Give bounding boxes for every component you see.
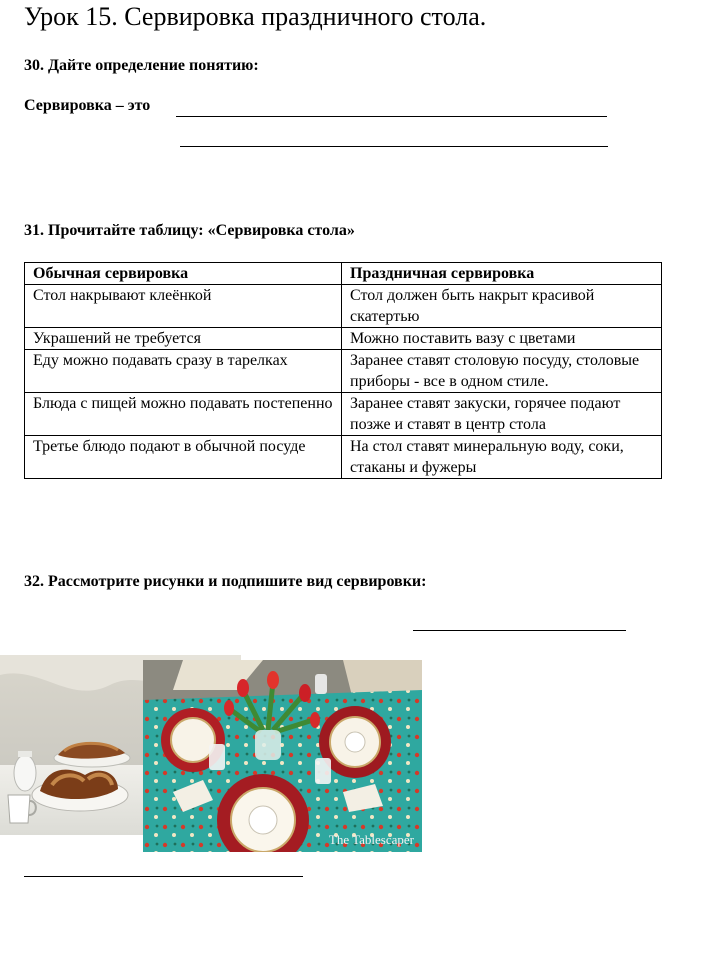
- table-header-cell: Праздничная сервировка: [342, 263, 662, 285]
- table-cell: Украшений не требуется: [25, 328, 342, 350]
- table-row: [25, 350, 662, 393]
- table-header-row: [25, 263, 662, 285]
- photo-watermark: The Tablescaper: [328, 832, 414, 847]
- table-row: [25, 393, 662, 436]
- answer-line-2[interactable]: [180, 146, 608, 147]
- table-cell: Можно поставить вазу с цветами: [342, 328, 662, 350]
- answer-line-1[interactable]: [176, 116, 607, 117]
- table-header-cell: Обычная сервировка: [25, 263, 342, 285]
- answer-line-photo-1[interactable]: [24, 876, 303, 877]
- table-cell: На стол ставят минеральную воду, соки, стаканы и фужеры: [342, 436, 662, 479]
- table-row: [25, 328, 662, 350]
- table-cell: Стол должен быть накрыт красивой скатертью: [342, 285, 662, 328]
- question-32-heading: 32. Рассмотрите рисунки и подпишите вид сервировки:: [24, 573, 427, 590]
- table-cell: Блюда с пищей можно подавать постепенно: [25, 393, 342, 436]
- page-title: Урок 15. Сервировка праздничного стола.: [24, 2, 487, 31]
- definition-label: Сервировка – это: [24, 97, 151, 114]
- festive-serving-photo: [143, 660, 422, 852]
- table-cell: Заранее ставят закуски, горячее подают позже и ставят в центр стола: [342, 393, 662, 436]
- table-cell: Заранее ставят столовую посуду, столовые приборы - все в одном стиле.: [342, 350, 662, 393]
- table-cell: Третье блюдо подают в обычной посуде: [25, 436, 342, 479]
- question-30-heading: 30. Дайте определение понятию:: [24, 57, 259, 74]
- table-cell: Стол накрывают клеёнкой: [25, 285, 342, 328]
- table-row: [25, 436, 662, 479]
- table-row: [25, 285, 662, 328]
- table-cell: Еду можно подавать сразу в тарелках: [25, 350, 342, 393]
- answer-line-photo-2[interactable]: [413, 630, 626, 631]
- serving-table: [24, 262, 662, 479]
- question-31-heading: 31. Прочитайте таблицу: «Сервировка стола»: [24, 222, 355, 239]
